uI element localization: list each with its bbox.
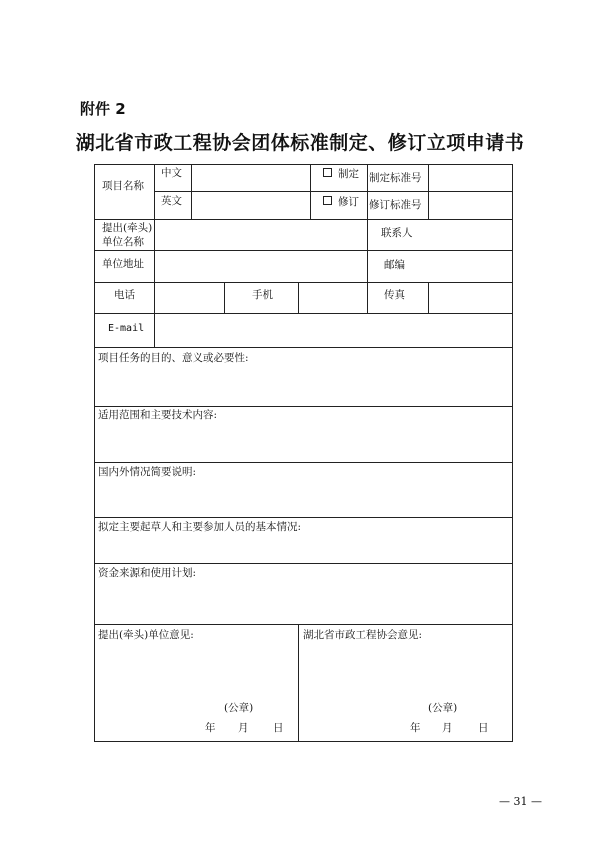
proposer-opinion-label: 提出(牵头)单位意见: <box>98 629 194 641</box>
purpose-label: 项目任务的目的、意义或必要性: <box>98 352 249 364</box>
row-divider <box>94 282 513 283</box>
email-label: E-mail <box>108 323 145 334</box>
column-divider <box>191 164 192 219</box>
document-title: 湖北省市政工程协会团体标准制定、修订立项申请书 <box>75 132 525 154</box>
domestic-label: 国内外情况简要说明: <box>98 466 197 478</box>
column-divider <box>428 164 429 219</box>
drafters-label: 拟定主要起草人和主要参加人员的基本情况: <box>98 521 302 533</box>
left-seal-label: (公章) <box>224 702 254 714</box>
table-border-left <box>94 164 95 742</box>
right-seal-label: (公章) <box>428 702 458 714</box>
column-divider <box>367 282 368 313</box>
column-divider <box>367 164 368 282</box>
left-month-label: 月 <box>238 722 249 734</box>
chinese-label: 中文 <box>161 167 182 179</box>
right-year-label: 年 <box>410 722 421 734</box>
phone-label: 电话 <box>114 289 135 301</box>
address-label: 单位地址 <box>102 258 144 270</box>
row-divider <box>94 462 513 463</box>
row-divider <box>94 219 513 220</box>
proposer-label-line2: 单位名称 <box>102 236 144 248</box>
revise-standard-no-label: 修订标准号 <box>369 199 422 211</box>
row-divider <box>94 563 513 564</box>
english-label: 英文 <box>161 195 182 207</box>
table-border-top <box>94 164 513 165</box>
formulate-label: 制定 <box>338 168 359 180</box>
column-divider <box>298 624 299 741</box>
formulate-option <box>323 168 359 181</box>
column-divider <box>224 282 225 313</box>
row-divider <box>94 347 513 348</box>
formulate-standard-no-label: 制定标准号 <box>369 172 422 184</box>
row-divider <box>94 624 513 625</box>
contact-label: 联系人 <box>381 227 413 239</box>
fax-label: 传真 <box>384 289 405 301</box>
scope-label: 适用范围和主要技术内容: <box>98 409 218 421</box>
proposer-label-line1: 提出(牵头) <box>102 222 153 234</box>
column-divider <box>298 282 299 313</box>
page-number: — 31 — <box>499 795 542 808</box>
revise-checkbox[interactable] <box>323 196 332 205</box>
right-day-label: 日 <box>478 722 489 734</box>
left-year-label: 年 <box>205 722 216 734</box>
row-divider <box>154 191 513 192</box>
column-divider <box>310 164 311 219</box>
table-border-right <box>512 164 513 742</box>
mobile-label: 手机 <box>252 289 273 301</box>
postcode-label: 邮编 <box>384 259 405 271</box>
association-opinion-label: 湖北省市政工程协会意见: <box>303 629 423 641</box>
left-day-label: 日 <box>273 722 284 734</box>
formulate-checkbox[interactable] <box>323 168 332 177</box>
attachment-label: 附件 2 <box>80 100 126 118</box>
table-border-bottom <box>94 741 513 742</box>
row-divider <box>94 250 513 251</box>
revise-label: 修订 <box>338 196 359 208</box>
column-divider <box>428 282 429 313</box>
row-divider <box>94 406 513 407</box>
row-divider <box>94 313 513 314</box>
row-divider <box>94 517 513 518</box>
revise-option <box>323 196 359 209</box>
project-name-label: 项目名称 <box>102 180 144 192</box>
right-month-label: 月 <box>442 722 453 734</box>
funding-label: 资金来源和使用计划: <box>98 567 197 579</box>
column-divider <box>154 164 155 347</box>
